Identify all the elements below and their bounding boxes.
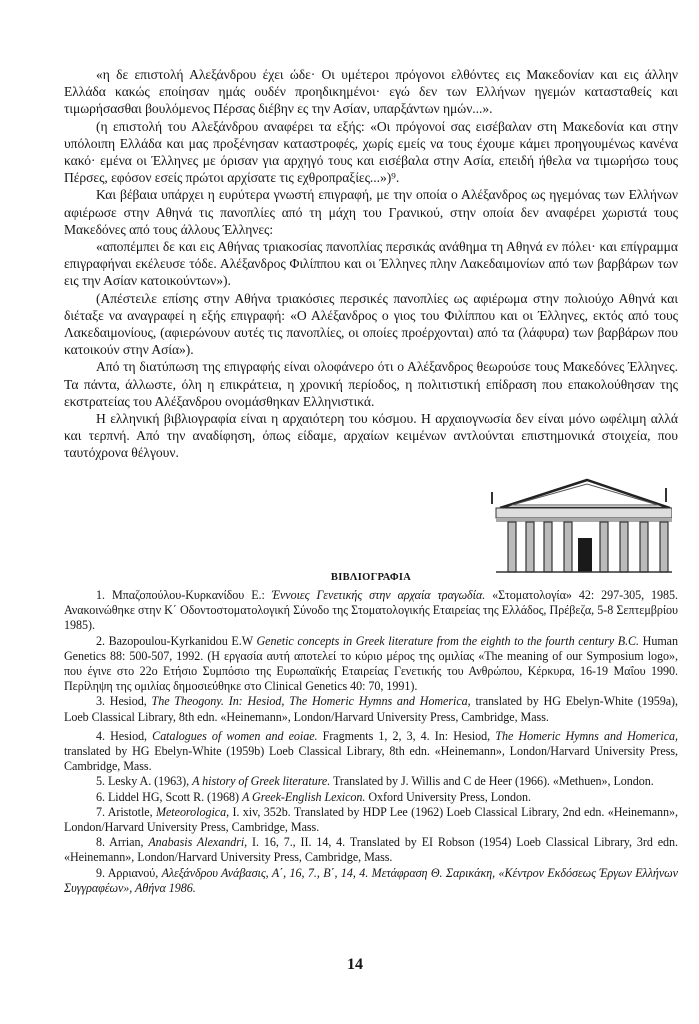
ref-details: translated by HG Ebelyn-White (1959a), Loeb Classical Library, 8th edn. «Heinemann», London/Harvard University Press, Cambridge, Mass. <box>64 694 678 724</box>
ref-title: Genetic concepts in Greek literature from the eighth to the fourth century B.C. <box>256 633 640 648</box>
bibliography-list <box>64 588 678 896</box>
ref-author: 4. Hesiod, <box>96 728 153 743</box>
ref-details: I. 16, 7., II. 14, 4. Translated by EI Robson (1954) Loeb Classical Library, 3rd edn. «Heinemann», London/Harvard University Press, Cambridge, Mass. <box>64 835 678 865</box>
ref-title: Έννοιες Γενετικής στην αρχαία τραγωδία. <box>271 588 486 602</box>
paragraph-inscription-intro: Και βέβαια υπάρχει η ευρύτερα γνωστή επιγραφή, με την οποία ο Αλέξανδρος ως ηγεμόνας των Ελλήνων αφιέρωσε στην Αθηνά τις πανοπλίες από τη μάχη του Γρανικού, στην οποία δεν αναφέρει χωριστά τους Μακεδόνες από τους άλλους Έλληνες: <box>64 187 678 237</box>
ref-details: Oxford University Press, London. <box>365 789 532 804</box>
ref-title: A Greek-English Lexicon. <box>241 789 366 804</box>
ref-author: 1. Μπαζοπούλου-Κυρκανίδου Ε.: <box>96 588 272 602</box>
reference-item <box>64 634 678 695</box>
ref-details: «Στοματολογία» 42: 297-305, 1985. Ανακοινώθηκε στην Κ΄ Οδοντοστοματολογική Σύνοδο της Στοματολογικής Εταιρείας της Ελλάδος, Πρέβεζα, 5-8 Σεπτεμβρίου 1985). <box>64 588 678 633</box>
paragraph-letter-translation: (η επιστολή του Αλεξάνδρου αναφέρει τα εξής: «Οι πρόγονοί σας εισέβαλαν στη Μακεδονία και στην υπόλοιπη Ελλάδα και μας προξένησαν καταστροφές, χωρίς εμείς να τους έχουμε κάμει προηγουμένως κανένα κακό· εμένα οι Έλληνες με όρισαν για αρχηγό τους και εισέβαλα στην Ασία, επειδή ήθελα να τιμωρήσω τους Πέρσες, εφόσον εσείς πρώτοι αρχίσατε τις εχθροπραξίες...»)⁹. <box>64 118 678 186</box>
ref-author: 6. Liddel HG, Scott R. (1968) <box>96 789 242 804</box>
ref-title: A history of Greek literature. <box>192 774 331 789</box>
ref-title: Catalogues of women and eoiae. <box>152 728 318 743</box>
reference-item <box>64 588 678 634</box>
reference-item <box>64 729 678 775</box>
reference-item <box>64 866 678 896</box>
ref-author: 3. Hesiod, <box>96 694 152 709</box>
reference-item <box>64 774 678 789</box>
ref-author: 9. Αρριανού, <box>96 865 162 880</box>
paragraph-bibliography-remark: Η ελληνική βιβλιογραφία είναι η αρχαιότερη του κόσμου. Η αρχαιογνωσία δεν είναι μόνο ωφέλιμη αλλά και τερπνή. Από την αναδίφηση, όπως είδαμε, αρχαίων κειμένων αντλούνται επιστημονικά στοιχεία, που ταυτόχρονα θέλγουν. <box>64 411 678 461</box>
ref-author: 7. Aristotle, <box>96 804 156 819</box>
reference-item <box>64 835 678 865</box>
greek-temple-illustration-icon <box>482 474 672 574</box>
ref-author: 5. Lesky A. (1963), <box>96 774 193 789</box>
reference-item <box>64 694 678 724</box>
page-number: 14 <box>347 956 363 973</box>
ref-title: The Theogony. In: Hesiod, The Homeric Hymns and Homerica, <box>151 694 471 709</box>
reference-item <box>64 790 678 805</box>
ref-details-secondary: translated by HG Ebelyn-White (1959b) Loeb Classical Library, 8th edn. «Heinemann», London/Harvard University Press, Cambridge, Mass. <box>64 744 678 774</box>
ref-title: Anabasis Alexandri, <box>148 835 248 850</box>
ref-title: Αλεξάνδρου Ανάβασις, Α΄, 16, 7., Β΄, 14, 4. Μετάφραση Θ. Σαρικάκη, «Κέντρον Εκδόσεως Έργων Ελλήνων Συγγραφέων», Αθήνα 1986. <box>64 865 678 895</box>
body-text <box>64 66 678 462</box>
paragraph-conclusion: Από τη διατύπωση της επιγραφής είναι ολοφάνερο ότι ο Αλέξανδρος θεωρούσε τους Μακεδόνες Έλληνες. Τα πάντα, άλλωστε, όλη η επικράτεια, η χρονική περίοδος, η πολιτιστική επίδραση που επακολούθησαν της εκστρατείας του Αλέξανδρου ονομάσθηκαν Ελληνιστικά. <box>64 359 678 409</box>
ref-author: 2. Bazopoulou-Kyrkanidou E.W <box>96 633 257 648</box>
paragraph-inscription-quote: «αποπέμπει δε και εις Αθήνας τριακοσίας πανοπλίας περσικάς ανάθημα τη Αθηνά εν πόλει· και επίγραμμα επιγραφήναι εκέλευσε τόδε. Αλέξανδρος Φιλίππου και οι Έλληνες πλην Λακεδαιμονίων από των βαρβάρων των εις την Ασίαν κατοικούντων»). <box>64 239 678 289</box>
bibliography-heading: ΒΙΒΛΙΟΓΡΑΦΙΑ <box>330 572 412 583</box>
ref-title: Meteorologica, <box>155 804 230 819</box>
ref-author: 8. Arrian, <box>96 835 149 850</box>
paragraph-quote-letter: «η δε επιστολή Αλεξάνδρου έχει ώδε· Οι υμέτεροι πρόγονοι ελθόντες εις Μακεδονίαν και εις άλλην Ελλάδα κακώς εποίησαν ημάς ουδέν προηδικημένοι· εγώ δεν των Ελλήνων ηγεμών κατασταθείς και τιμωρήσασθαι βουλόμενος Πέρσας διέβην ες την Ασίαν, υπαρξάντων ημών...». <box>64 67 678 117</box>
ref-title-secondary: The Homeric Hymns and Homerica, <box>495 728 679 743</box>
paragraph-inscription-translation: (Απέστειλε επίσης στην Αθήνα τριακόσιες περσικές πανοπλίες ως αφιέρωμα στην πολιούχο Αθηνά και διέταξε να αναγραφεί η εξής επιγραφή: «Ο Αλέξανδρος ο γιος του Φιλίππου και οι Έλληνες, εκτός από τους Λακεδαιμονίους, (αφιερώνουν αυτές τις πανοπλίες, οι οποίες προέρχονται) από τα (λάφυρα) των βαρβάρων που κατοικούν στην Ασία»). <box>64 290 678 358</box>
ref-details: Fragments 1, 2, 3, 4. In: Hesiod, <box>317 728 496 743</box>
ref-details: Human Genetics 88: 500-507, 1992. (Η εργασία αυτή αποτελεί το κύριο μέρος της ομιλίας «The meaning of our Symposium logo», που έγινε στο 22ο Ετήσιο Συμπόσιο της Ευρωπαϊκής Εταιρείας Γενετικής του Ανθρώπου, Κέρκυρα, 16-19 Μαΐου 1990. Περίληψη της ομιλίας δημοσιεύθηκε στο Clinical Genetics 40: 70, 1991). <box>64 633 678 694</box>
document-page <box>64 66 679 973</box>
reference-item <box>64 805 678 835</box>
ref-details: I. xiv, 352b. Translated by HDP Lee (1962) Loeb Classical Library, 2nd edn. «Heinemann», London/Harvard University Press, Cambridge, Mass. <box>64 804 678 835</box>
ref-details: Translated by J. Willis and C de Heer (1966). «Methuen», London. <box>330 774 654 789</box>
